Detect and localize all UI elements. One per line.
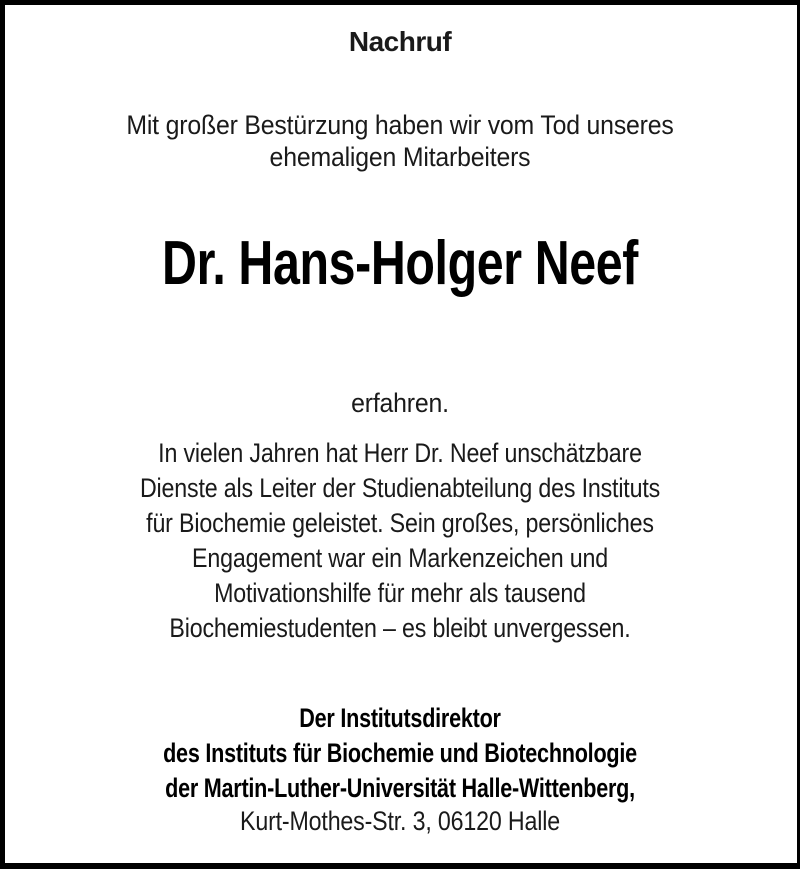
body-line-1: In vielen Jahren hat Herr Dr. Neef unschätzbare [158, 438, 642, 468]
body-line-6: Biochemiestudenten – es bleibt unvergessen. [169, 613, 631, 643]
intro-line-1: Mit großer Bestürzung haben wir vom Tod unseres [126, 110, 674, 140]
body-line-5: Motivationshilfe für mehr als tausend [214, 578, 586, 608]
body-line-3: für Biochemie geleistet. Sein großes, persönliches [146, 508, 654, 538]
signature-line-1: Der Institutsdirektor [299, 703, 501, 733]
intro-line-2: ehemaligen Mitarbeiters [269, 142, 531, 172]
body-line-2: Dienste als Leiter der Studienabteilung des Instituts [139, 473, 661, 503]
body-line-4: Engagement war ein Markenzeichen und [192, 543, 608, 573]
signature-line-2: des Instituts für Biochemie und Biotechnologie [163, 738, 637, 768]
after-name-text: erfahren. [351, 388, 449, 418]
address-line: Kurt-Mothes-Str. 3, 06120 Halle [240, 806, 560, 836]
notice-title: Nachruf [348, 26, 452, 57]
signature-line-3: der Martin-Luther-Universität Halle-Wittenberg, [165, 773, 635, 803]
deceased-name: Dr. Hans-Holger Neef [162, 229, 638, 298]
